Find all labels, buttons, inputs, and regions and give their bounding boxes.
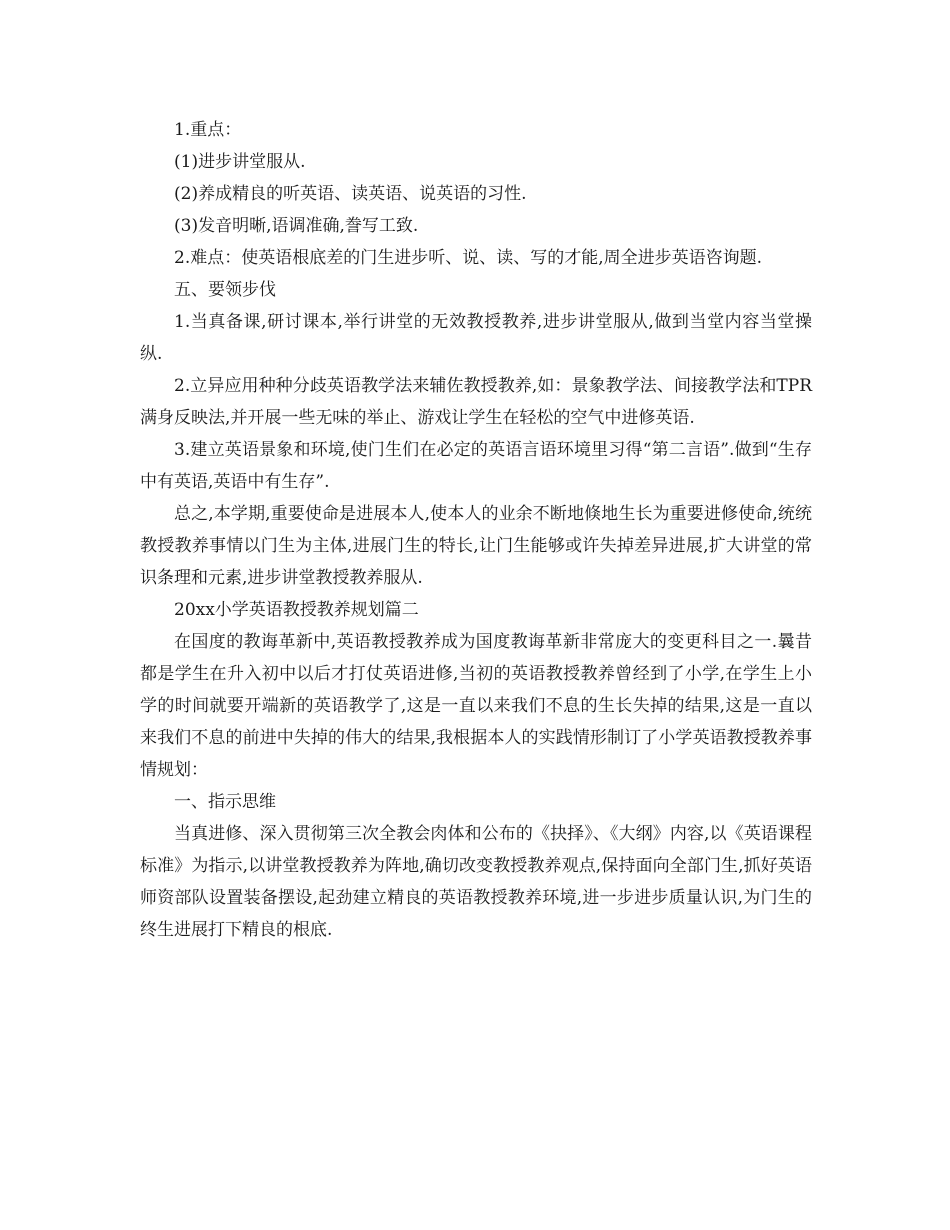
- section-heading-guiding-thought: 一、指示思维: [174, 792, 276, 812]
- paragraph-difficulties: 2.难点：使英语根底差的门生进步听、说、读、写的才能,周全进步英语咨询题.: [174, 248, 763, 268]
- paragraph-key-points-heading: 1.重点：: [174, 120, 242, 140]
- paragraph-measure-1: 1.当真备课,研讨课本,举行讲堂的无效教授教养,进步讲堂服从,做到当堂内容当堂操纵.: [140, 312, 812, 364]
- paragraph-key-point-1: (1)进步讲堂服从.: [174, 152, 306, 172]
- paragraph-guiding-thought: 当真进修、深入贯彻第三次全教会肉体和公布的《抉择》、《大纲》内容,以《英语课程标准》为指示,以讲堂教授教养为阵地,确切改变教授教养观点,保持面向全部门生,抓好英语师资部队设置装备摆设,起劲建立精良的英语教授教养环境,进一步进步质量认识,为门生的终生进展打下精良的根底.: [140, 824, 812, 940]
- paragraph-measure-2: 2.立异应用种种分歧英语教学法来辅佐教授教养,如：景象教学法、间接教学法和TPR满身反映法,并开展一些无味的举止、游戏让学生在轻松的空气中进修英语.: [140, 376, 812, 428]
- paragraph-summary: 总之,本学期,重要使命是进展本人,使本人的业余不断地倏地生长为重要进修使命,统统教授教养事情以门生为主体,进展门生的特长,让门生能够或许失掉差异进展,扩大讲堂的常识条理和元素,进步讲堂教授教养服从.: [140, 504, 812, 588]
- paragraph-plan-two-intro: 在国度的教诲革新中,英语教授教养成为国度教诲革新非常庞大的变更科目之一.曩昔都是学生在升入初中以后才打仗英语进修,当初的英语教授教养曾经到了小学,在学生上小学的时间就要开端新的英语教学了,这是一直以来我们不息的生长失掉的结果,这是一直以来我们不息的前进中失掉的伟大的结果,我根据本人的实践情形制订了小学英语教授教养事情规划：: [140, 632, 812, 780]
- paragraph-key-point-2: (2)养成精良的听英语、读英语、说英语的习性.: [174, 184, 527, 204]
- section-heading-measures: 五、要领步伐: [174, 280, 276, 300]
- document-body: [140, 114, 812, 946]
- paragraph-measure-3: 3.建立英语景象和环境,使门生们在必定的英语言语环境里习得“第二言语”.做到“生存中有英语,英语中有生存”.: [140, 440, 812, 492]
- section-title-plan-two: 20xx小学英语教授教养规划篇二: [174, 600, 419, 620]
- paragraph-key-point-3: (3)发音明晰,语调准确,誊写工致.: [174, 216, 419, 236]
